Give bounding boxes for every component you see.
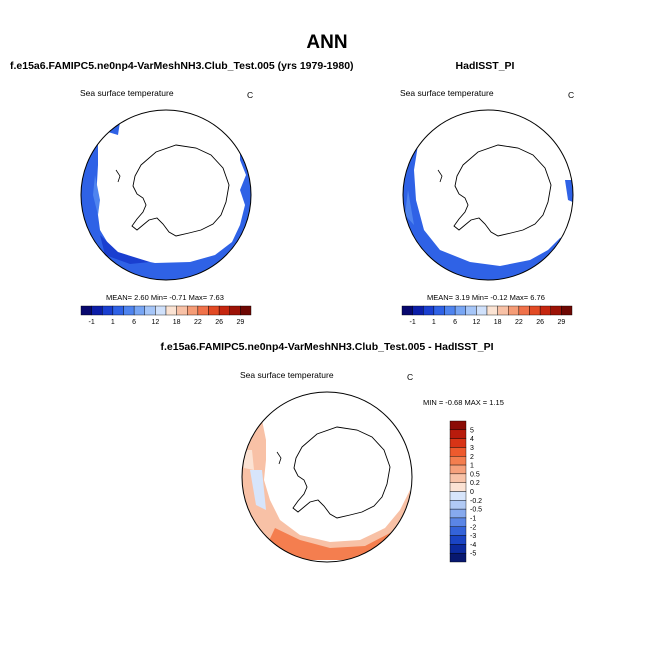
colorbar-tick-label: -1 [409,319,416,326]
colorbar-swatch [81,306,92,315]
colorbar-swatch [450,500,466,509]
colorbar-swatch [450,465,466,474]
colorbar-swatch [402,306,413,315]
colorbar-tick-label: 5 [470,427,474,435]
mean-value: 3.19 [455,293,470,302]
colorbar-tick-label: 26 [536,319,545,326]
min-label: Min= [471,293,489,302]
colorbar-swatch [230,306,241,315]
colorbar-swatch [219,306,230,315]
colorbar-swatch [450,447,466,456]
colorbar-tick-label: 22 [514,319,523,326]
colorbar-tick-label: 18 [493,319,502,326]
colorbar-swatch [455,306,466,315]
colorbar-tick-label: -5 [470,550,477,558]
colorbar-tick-label: 6 [132,319,137,326]
panel-2-variable: Sea surface temperature [400,88,494,98]
colorbar-swatch [450,553,466,562]
colorbar-tick-label: -0.5 [470,506,483,514]
colorbar-swatch [198,306,209,315]
colorbar-tick-label: 0.2 [470,480,480,488]
colorbar-swatch [476,306,487,315]
min-value: -0.71 [169,293,187,302]
colorbar-swatch [450,492,466,501]
min-label: Min= [150,293,168,302]
colorbar-swatch [519,306,530,315]
colorbar-swatch [177,306,188,315]
colorbar-tick-label: -0.2 [470,497,483,505]
colorbar-tick-label: 26 [215,319,224,326]
colorbar-swatch [450,474,466,483]
panel-3-colorbar [450,421,482,562]
colorbar-tick-label: 2 [470,453,474,461]
panel-1-unit: C [247,90,254,100]
colorbar-tick-label: 18 [172,319,181,326]
colorbar-swatch [423,306,434,315]
panel-2-title: HadISST_PI [455,60,515,72]
colorbar-swatch [450,518,466,527]
max-value: 7.63 [209,293,224,302]
colorbar-tick-label: 29 [557,319,566,326]
colorbar-tick-label: -4 [470,541,477,549]
panel-3-stats: MIN = -0.68 MAX = 1.15 [423,398,504,407]
colorbar-swatch [102,306,113,315]
colorbar-swatch [209,306,220,315]
colorbar-swatch [450,483,466,492]
colorbar-tick-label: -1 [88,319,95,326]
colorbar-swatch [498,306,509,315]
colorbar-swatch [466,306,477,315]
colorbar-swatch [530,306,541,315]
panel-2-colorbar [402,306,572,326]
colorbar-swatch [450,536,466,545]
colorbar-tick-label: 3 [470,444,474,452]
panel-3-map [240,392,412,562]
colorbar-swatch [540,306,551,315]
colorbar-swatch [145,306,156,315]
colorbar-swatch [551,306,562,315]
colorbar-swatch [450,421,466,430]
colorbar-tick-label: 12 [151,319,160,326]
panel-1-colorbar [81,306,251,326]
colorbar-swatch [508,306,519,315]
colorbar-swatch [413,306,424,315]
colorbar-swatch [450,439,466,448]
panel-3-title: f.e15a6.FAMIPC5.ne0np4-VarMeshNH3.Club_Test.005 - HadISST_PI [160,341,494,353]
colorbar-swatch [487,306,498,315]
colorbar-swatch [450,544,466,553]
panel-2-map [392,110,580,290]
colorbar-tick-label: 29 [236,319,245,326]
colorbar-tick-label: 22 [193,319,202,326]
mean-label: MEAN= [427,293,454,302]
colorbar-swatch [124,306,135,315]
colorbar-swatch [445,306,456,315]
colorbar-swatch [450,509,466,518]
colorbar-tick-label: 0 [470,489,474,496]
colorbar-swatch [450,456,466,465]
colorbar-tick-label: 12 [472,319,481,326]
max-label: Max= [188,293,208,302]
colorbar-swatch [450,430,466,439]
main-title: ANN [306,32,348,53]
max-value: 6.76 [530,293,545,302]
colorbar-tick-label: 1 [470,462,474,470]
colorbar-tick-label: 4 [470,436,474,444]
max-label: Max= [509,293,529,302]
colorbar-tick-label: 1 [110,319,115,326]
colorbar-swatch [113,306,124,315]
colorbar-tick-label: 6 [453,319,458,326]
colorbar-swatch [450,527,466,536]
colorbar-swatch [155,306,166,315]
colorbar-swatch [92,306,103,315]
min-value: -0.12 [490,293,508,302]
panel-3-unit: C [407,372,414,382]
colorbar-swatch [240,306,251,315]
colorbar-tick-label: -2 [470,524,477,532]
colorbar-swatch [187,306,198,315]
colorbar-tick-label: 0.5 [470,471,480,479]
mean-value: 2.60 [134,293,149,302]
colorbar-swatch [434,306,445,315]
colorbar-swatch [561,306,572,315]
panel-1-title: f.e15a6.FAMIPC5.ne0np4-VarMeshNH3.Club_Test.005 (yrs 1979-1980) [10,60,354,72]
mean-label: MEAN= [106,293,133,302]
colorbar-tick-label: -3 [470,533,477,541]
panel-3-variable: Sea surface temperature [240,370,334,380]
colorbar-swatch [134,306,145,315]
panel-2-unit: C [568,90,575,100]
colorbar-tick-label: -1 [470,515,477,523]
panel-1-variable: Sea surface temperature [80,88,174,98]
panel-1-map [70,110,260,290]
colorbar-swatch [166,306,177,315]
colorbar-tick-label: 1 [431,319,436,326]
